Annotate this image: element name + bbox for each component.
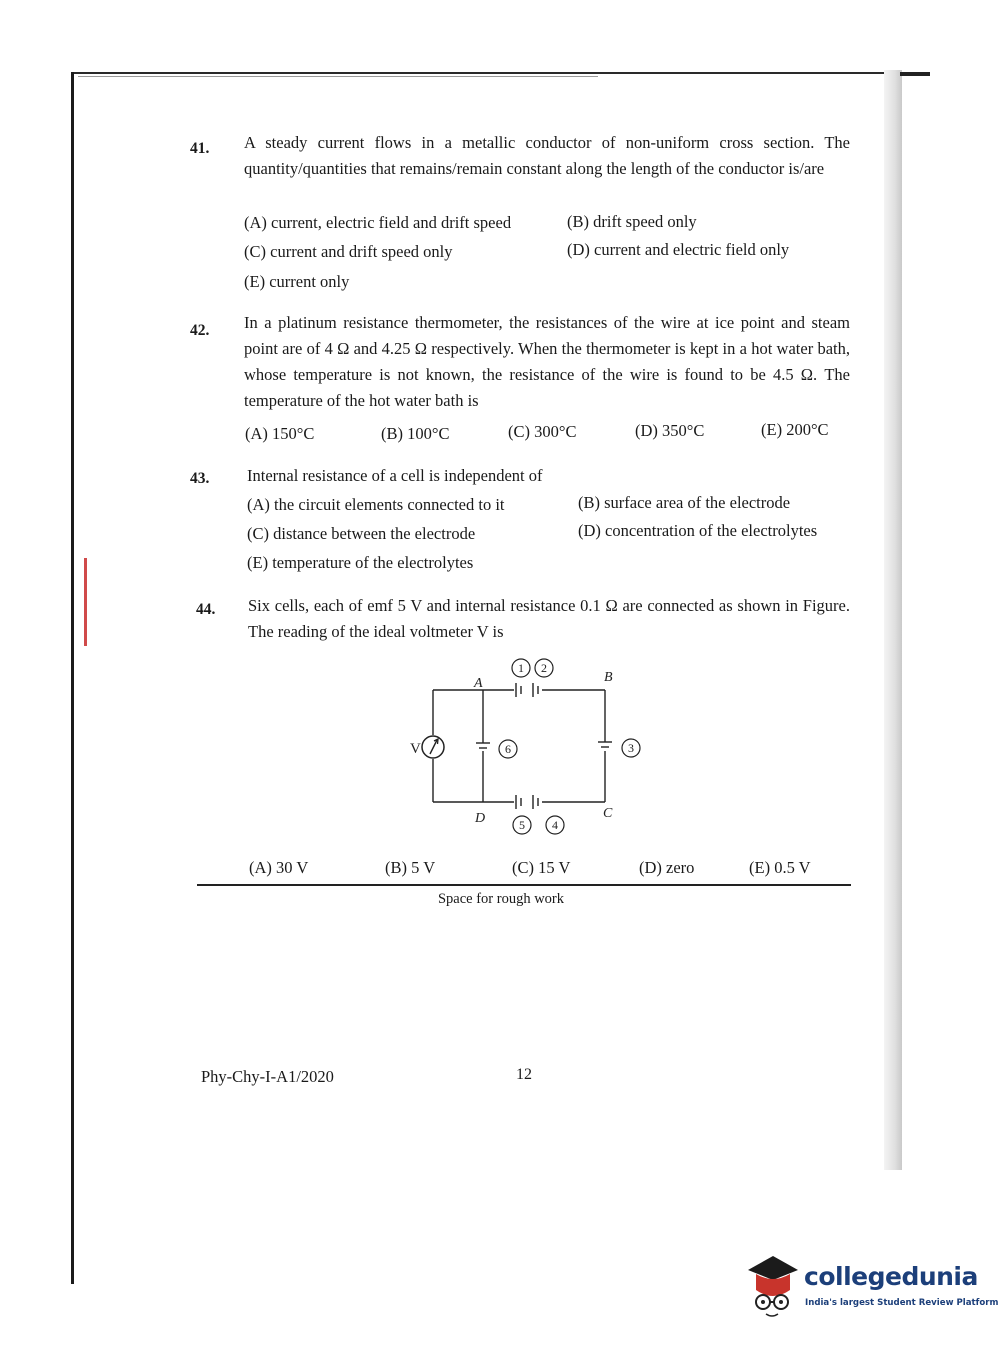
- option-c: (C) current and drift speed only: [244, 242, 453, 261]
- option-e: (E) temperature of the electrolytes: [247, 553, 474, 572]
- question-44: [190, 593, 850, 653]
- node-d-label: D: [475, 811, 486, 826]
- cell-3-label: 3: [628, 741, 634, 755]
- scan-red-mark: [84, 558, 87, 646]
- q44-option-e: (E) 0.5 V: [749, 858, 811, 877]
- option-a: (A) the circuit elements connected to it: [247, 495, 505, 514]
- question-number: 44.: [196, 601, 216, 618]
- mascot-icon: [742, 1250, 804, 1320]
- question-number: 41.: [190, 140, 210, 157]
- cell-4-label: 4: [552, 818, 558, 832]
- node-c-label: C: [603, 806, 613, 821]
- question-42: [190, 310, 850, 450]
- scan-right-edge: [900, 72, 930, 76]
- option-b: (B) surface area of the electrode: [578, 493, 791, 512]
- q44-option-b: (B) 5 V: [385, 858, 436, 877]
- paper-code: Phy-Chy-I-A1/2020: [201, 1067, 334, 1086]
- cell-6-label: 6: [505, 742, 511, 756]
- question-41: [190, 130, 850, 295]
- scan-right-shadow: [884, 70, 902, 1170]
- option-c: (C) 300°C: [508, 422, 577, 441]
- collegedunia-logo: [742, 1250, 999, 1320]
- question-text: Six cells, each of emf 5 V and internal resistance 0.1 Ω are connected as shown in Figure. The reading of the ideal voltmeter V is: [248, 596, 850, 641]
- page-number: 12: [516, 1066, 532, 1083]
- node-a-label: A: [474, 676, 483, 691]
- question-text: Internal resistance of a cell is independent of: [247, 466, 543, 485]
- option-d: (D) 350°C: [635, 421, 705, 440]
- scan-top-border: [74, 72, 904, 74]
- option-b: (B) drift speed only: [567, 212, 697, 231]
- brand-name: collegedunia: [804, 1262, 978, 1291]
- option-d: (D) current and electric field only: [567, 240, 790, 259]
- circuit-diagram: [390, 655, 634, 845]
- q44-option-c: (C) 15 V: [512, 858, 571, 877]
- option-e: (E) current only: [244, 272, 350, 291]
- option-a: (A) current, electric field and drift speed: [244, 213, 512, 232]
- scan-top-border-shadow: [78, 76, 598, 77]
- option-b: (B) 100°C: [381, 424, 450, 443]
- question-43: [190, 463, 850, 583]
- cell-1-label: 1: [518, 661, 524, 675]
- cell-2-label: 2: [541, 661, 547, 675]
- divider: [197, 884, 851, 886]
- option-e: (E) 200°C: [761, 420, 829, 439]
- voltmeter-label: V: [410, 741, 421, 757]
- cell-5-label: 5: [519, 818, 525, 832]
- q44-option-d: (D) zero: [639, 858, 695, 877]
- option-d: (D) concentration of the electrolytes: [578, 521, 818, 540]
- question-text: In a platinum resistance thermometer, the resistances of the wire at ice point and steam point are of 4 Ω and 4.25 Ω respectively. When the thermometer is kept in a hot water bath, whose temperature is not known, the resistance of the wire is found to be 4.5 Ω. The temperature of the hot water bath is: [244, 313, 850, 410]
- scan-left-border: [71, 72, 74, 1284]
- node-b-label: B: [604, 670, 613, 685]
- option-a: (A) 150°C: [245, 424, 315, 443]
- rough-work-label: Space for rough work: [437, 891, 565, 907]
- question-number: 42.: [190, 322, 210, 339]
- q44-option-a: (A) 30 V: [249, 858, 309, 877]
- option-c: (C) distance between the electrode: [247, 524, 476, 543]
- question-number: 43.: [190, 470, 210, 487]
- brand-tagline: India's largest Student Review Platform: [805, 1298, 999, 1308]
- question-text: A steady current flows in a metallic conductor of non-uniform cross section. The quantity/quantities that remains/remain constant along the length of the conductor is/are: [244, 133, 850, 178]
